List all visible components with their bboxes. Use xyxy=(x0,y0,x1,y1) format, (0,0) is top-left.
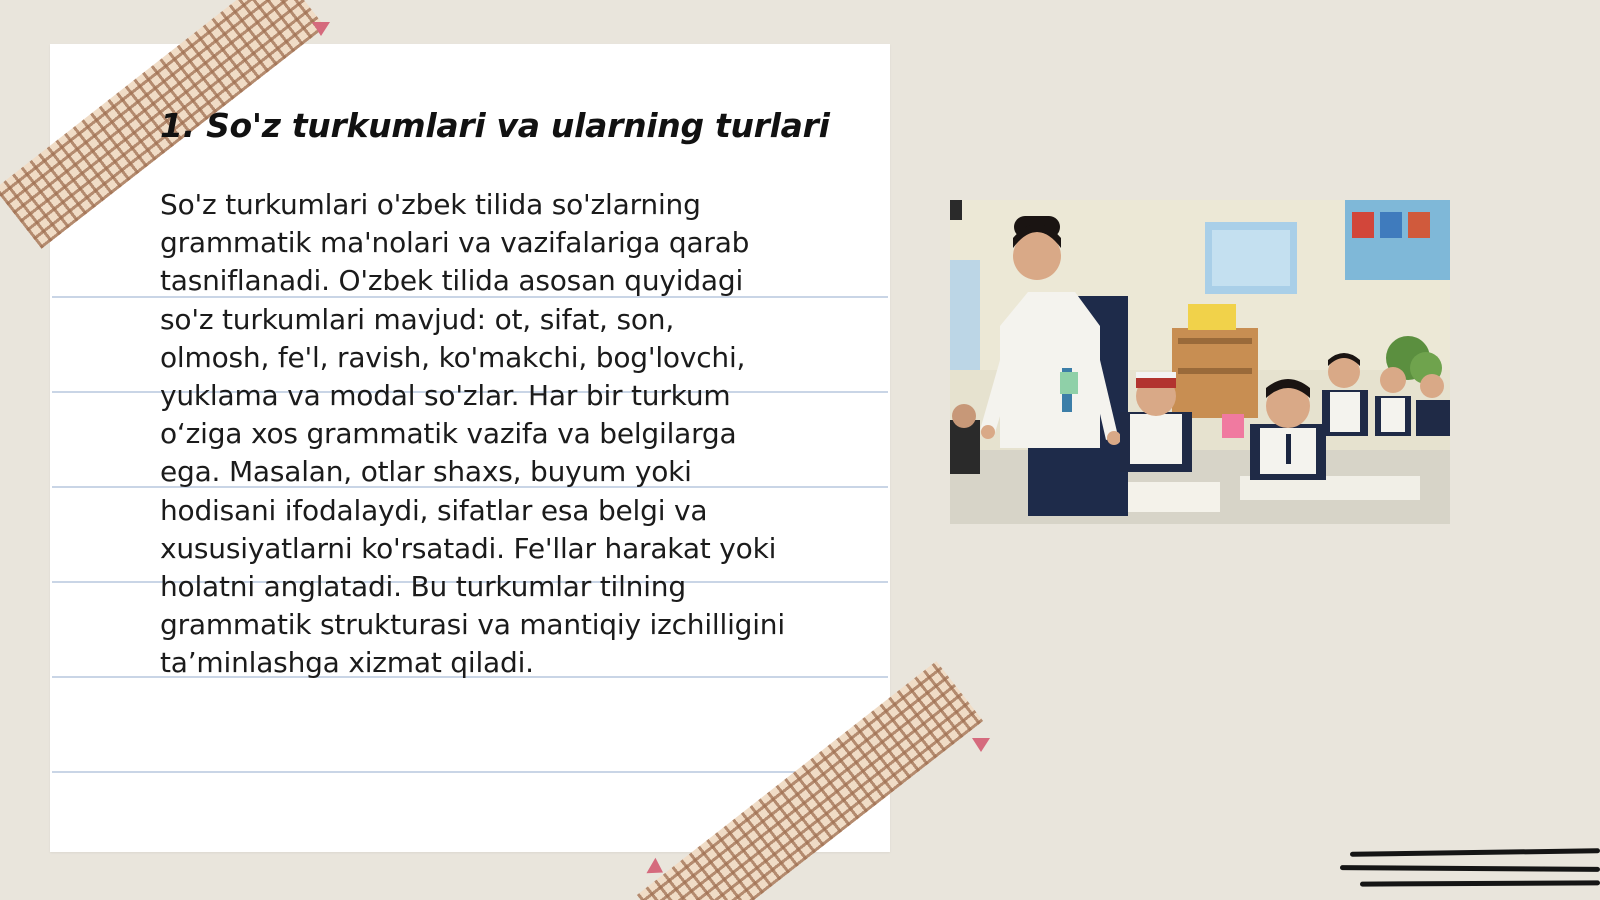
slide-body-text: So'z turkumlari o'zbek tilida so'zlarning grammatik ma'nolari va vazifalariga qarab tasniflanadi. O'zbek tilida asosan quyidagi so'z turkumlari mavjud: ot, sifat, son, olmosh, fe'l, ravish, ko'makchi, bog'lovchi, yuklama va modal so'zlar. Har bir turkum o‘ziga xos grammatik vazifa va belgilarga ega. Masalan, otlar shaxs, buyum yoki hodisani ifodalaydi, sifatlar esa belgi va xususiyatlarni ko'rsatadi. Fe'llar harakat yoki holatni anglatadi. Bu turkumlar tilning grammatik strukturasi va mantiqiy izchilligini ta’minlashga xizmat qiladi. xyxy=(160,188,785,680)
tape-pin-bottom-right xyxy=(972,738,990,752)
paper-rule-line xyxy=(52,771,888,773)
classroom-photo xyxy=(950,200,1450,524)
decorative-brush-stroke xyxy=(1340,865,1600,872)
decorative-brush-stroke xyxy=(1360,880,1600,886)
decorative-brush-stroke xyxy=(1350,848,1600,856)
tape-pin-top xyxy=(312,22,330,36)
slide-title: 1. So'z turkumlari va ularning turlari xyxy=(160,106,830,145)
